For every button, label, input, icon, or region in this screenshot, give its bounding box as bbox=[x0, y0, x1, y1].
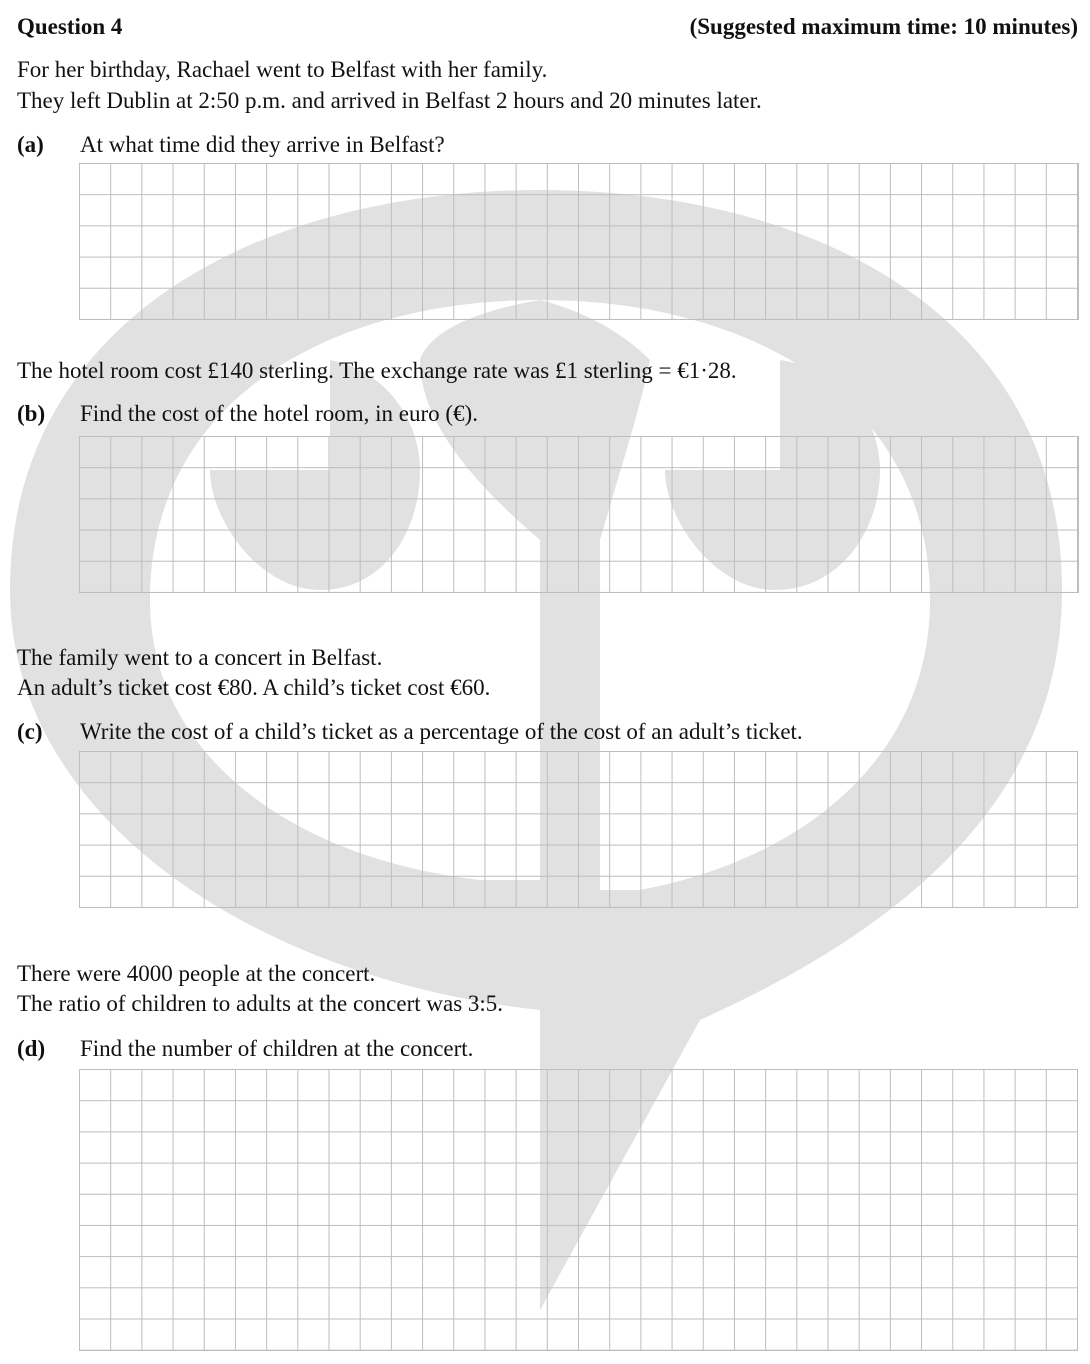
part-b-label: (b) bbox=[17, 401, 46, 426]
suggested-time: (Suggested maximum time: 10 minutes) bbox=[689, 14, 1078, 39]
part-b-question: Find the cost of the hotel room, in euro (€). bbox=[80, 401, 478, 426]
intro-c-line-1: The family went to a concert in Belfast. bbox=[17, 645, 383, 670]
intro-d-line-2: The ratio of children to adults at the concert was 3:5. bbox=[17, 991, 504, 1016]
answer-grid-d[interactable] bbox=[79, 1069, 1078, 1351]
intro-b-line-1: The hotel room cost £140 sterling. The exchange rate was £1 sterling = €1·28. bbox=[17, 358, 737, 383]
part-d-label: (d) bbox=[17, 1036, 46, 1061]
part-c-question: Write the cost of a child’s ticket as a percentage of the cost of an adult’s ticket. bbox=[80, 719, 803, 744]
intro-a-line-1: For her birthday, Rachael went to Belfast with her family. bbox=[17, 57, 548, 82]
question-title: Question 4 bbox=[17, 14, 123, 39]
part-a-label: (a) bbox=[17, 132, 44, 157]
answer-grid-b[interactable] bbox=[79, 436, 1079, 593]
intro-c-line-2: An adult’s ticket cost €80. A child’s ticket cost €60. bbox=[17, 675, 491, 700]
part-c-label: (c) bbox=[17, 719, 43, 744]
part-d-question: Find the number of children at the concert. bbox=[80, 1036, 474, 1061]
intro-a-line-2: They left Dublin at 2:50 p.m. and arrived in Belfast 2 hours and 20 minutes later. bbox=[17, 88, 762, 113]
answer-grid-c[interactable] bbox=[79, 751, 1078, 908]
answer-grid-a[interactable] bbox=[79, 163, 1079, 320]
part-a-question: At what time did they arrive in Belfast? bbox=[80, 132, 445, 157]
intro-d-line-1: There were 4000 people at the concert. bbox=[17, 961, 376, 986]
